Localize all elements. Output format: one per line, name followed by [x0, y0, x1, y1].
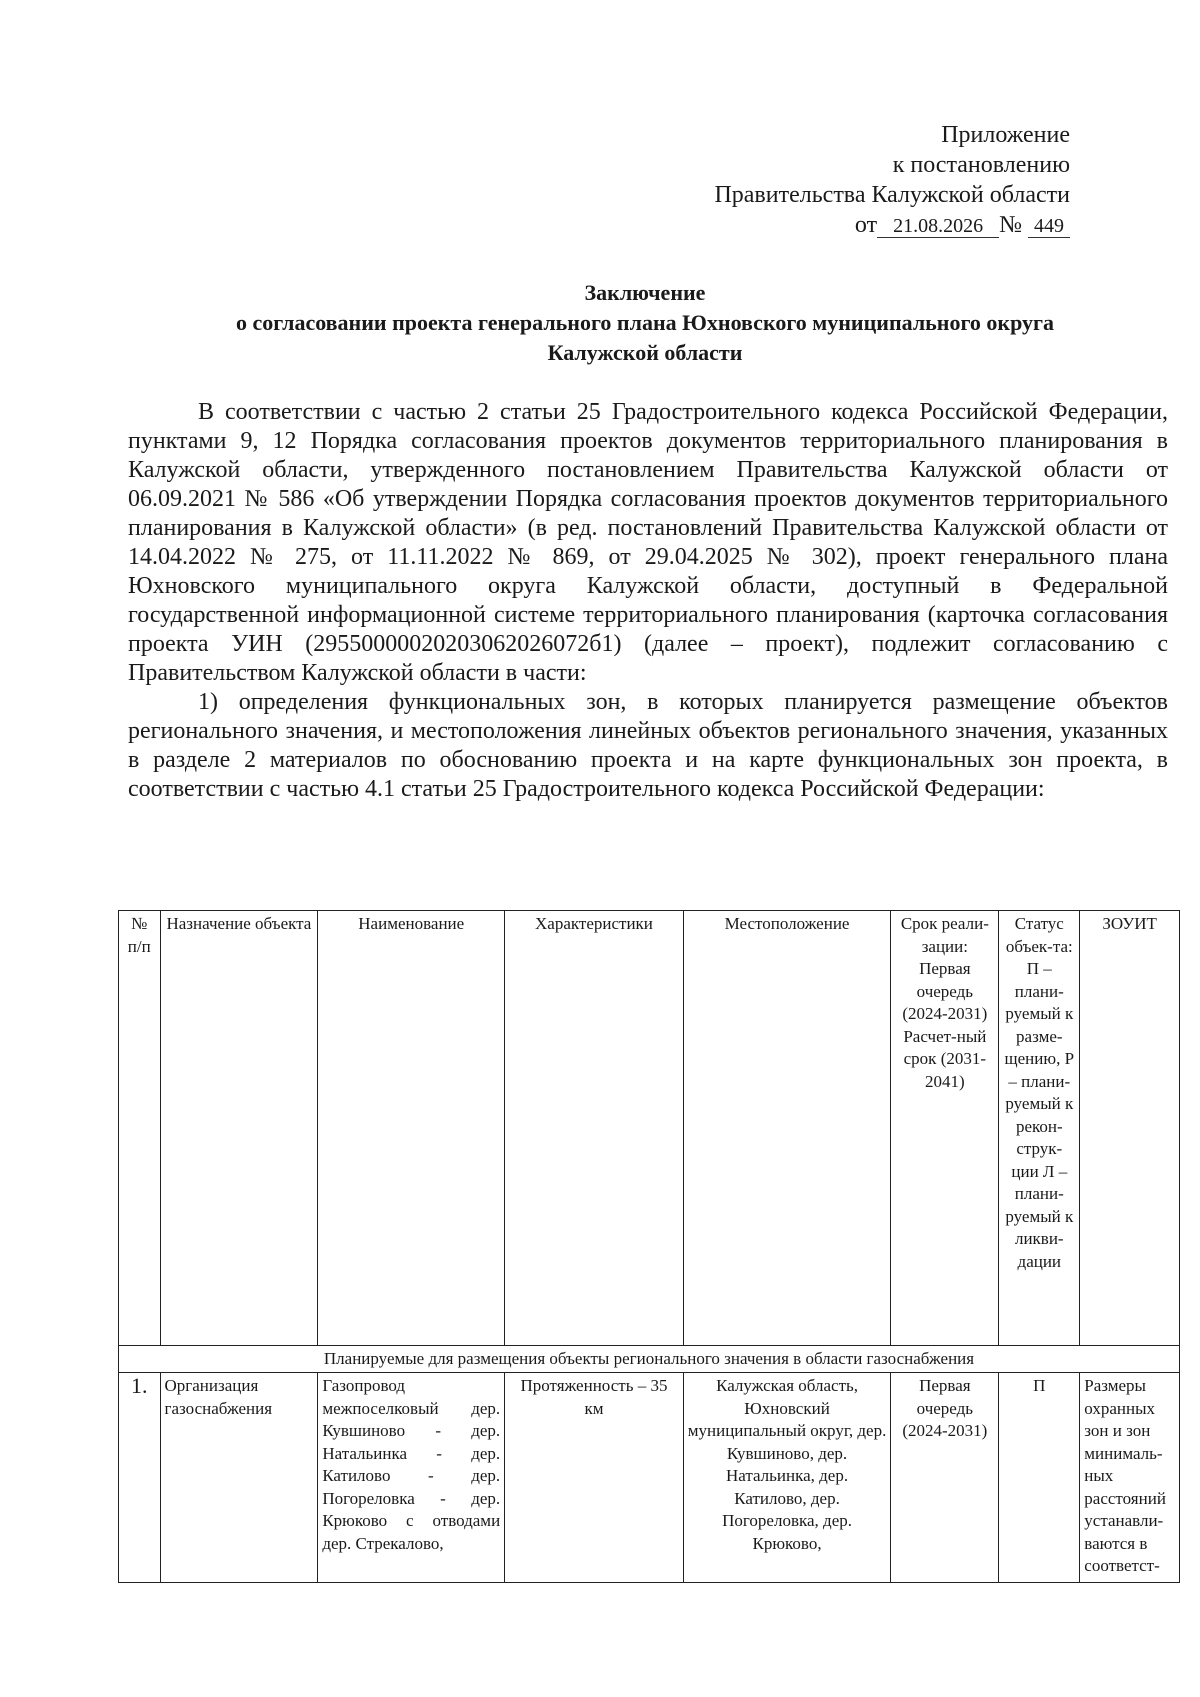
document-body: [128, 398, 1168, 804]
row-characteristics: Протяженность – 35 км: [505, 1373, 684, 1583]
row-purpose: Организация газоснабжения: [160, 1373, 318, 1583]
table-section-row: [119, 1346, 1180, 1373]
title-line-3: Калужской области: [547, 340, 743, 365]
section-title: Планируемые для размещения объекты регионального значения в области газоснабжения: [119, 1346, 1180, 1373]
row-zouit: Размеры охранных зон и зон минималь-ных расстояний устанавли-ваются в соответст-: [1080, 1373, 1180, 1583]
appendix-date-line: [714, 210, 1070, 240]
appendix-number: 449: [1028, 215, 1070, 238]
paragraph-1: В соответствии с частью 2 статьи 25 Градостроительного кодекса Российской Федерации, пунктами 9, 12 Порядка согласования проектов документов территориального планирования в Калужской области, утвержденного постановлением Правительства Калужской области от 06.09.2021 № 586 «Об утверждении Порядка согласования проектов документов территориального планирования в Калужской области» (в ред. постановлений Правительства Калужской области от 14.04.2022 № 275, от 11.11.2022 № 869, от 29.04.2025 № 302), проект генерального плана Юхновского муниципального округа Калужской области, доступный в Федеральной государственной информационной системе территориального планирования (карточка согласования проекта УИН (29550000020203062026072б1) (далее – проект), подлежит согласованию с Правительством Калужской области в части:: [128, 399, 1168, 686]
title-line-1: Заключение: [584, 280, 706, 305]
header-location: Местоположение: [683, 911, 891, 1346]
appendix-number-sign: №: [999, 212, 1022, 238]
regional-objects-table: [118, 910, 1180, 1583]
document-title: [120, 278, 1170, 368]
paragraph-2: 1) определения функциональных зон, в которых планируется размещение объектов регионального значения, и местоположения линейных объектов регионального значения, указанных в разделе 2 материалов по обоснованию проекта и на карте функциональных зон проекта, в соответствии с частью 4.1 статьи 25 Градостроительного кодекса Российской Федерации:: [128, 689, 1168, 802]
row-name: Газопровод межпоселковый дер. Кувшиново - дер. Натальинка - дер. Катилово - дер. Погореловка - дер. Крюково с отводами дер. Стрекалово,: [318, 1373, 505, 1583]
header-term: Срок реали-зации: Первая очередь (2024-2031) Расчет-ный срок (2031-2041): [891, 911, 999, 1346]
appendix-block: [714, 120, 1070, 240]
header-status: Статус объек-та: П – плани-руемый к разме-щению, Р – плани-руемый к рекон-струк-ции Л – плани-руемый к ликви-дации: [999, 911, 1080, 1346]
row-status: П: [999, 1373, 1080, 1583]
table-header-row: [119, 911, 1180, 1346]
appendix-line-2: к постановлению: [892, 152, 1070, 178]
row-term: Первая очередь (2024-2031): [891, 1373, 999, 1583]
header-characteristics: Характеристики: [505, 911, 684, 1346]
header-purpose: Назначение объекта: [160, 911, 318, 1346]
appendix-line-3: Правительства Калужской области: [714, 182, 1070, 208]
row-location: Калужская область, Юхновский муниципальный округ, дер. Кувшиново, дер. Натальинка, дер. Катилово, дер. Погореловка, дер. Крюково,: [683, 1373, 891, 1583]
header-zouit: ЗОУИТ: [1080, 911, 1180, 1346]
title-line-2: о согласовании проекта генерального плана Юхновского муниципального округа: [235, 310, 1055, 335]
appendix-line-1: Приложение: [941, 122, 1070, 148]
header-name: Наименование: [318, 911, 505, 1346]
row-num: 1.: [119, 1373, 161, 1583]
table-row: [119, 1373, 1180, 1583]
appendix-ot-label: от: [854, 212, 878, 238]
appendix-date: 21.08.2026: [877, 215, 999, 238]
header-num: № п/п: [119, 911, 161, 1346]
